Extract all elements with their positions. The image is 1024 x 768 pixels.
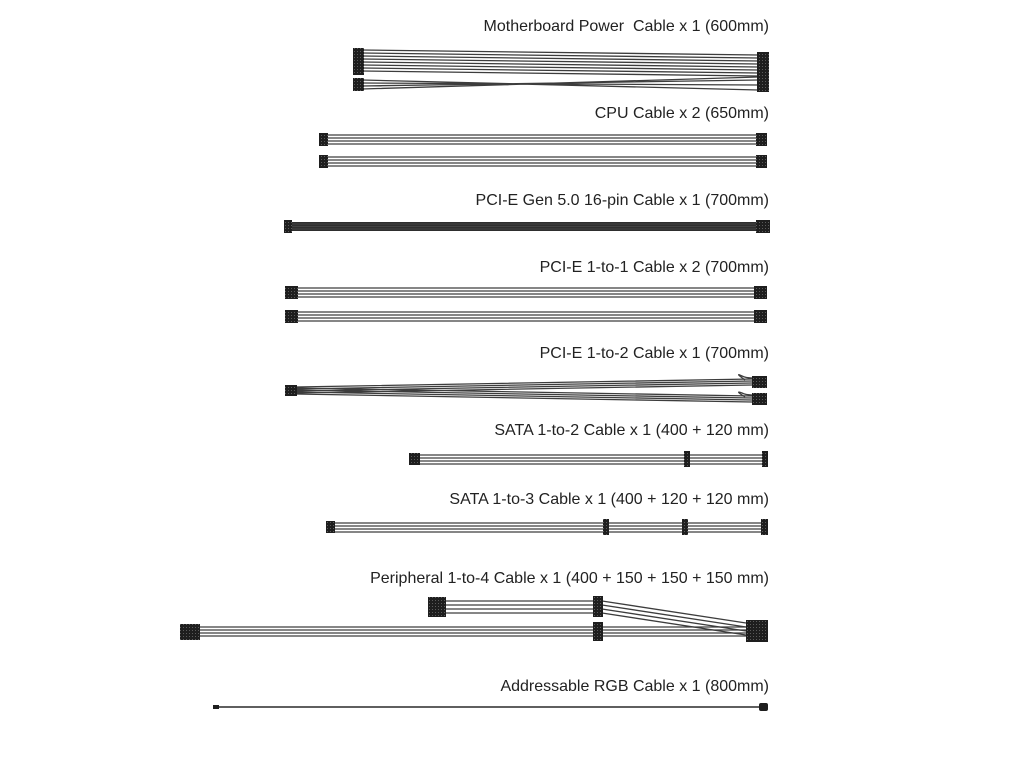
cpu-plug-right <box>756 133 767 146</box>
pcie-1to2-plug-left <box>285 385 297 396</box>
sata-1to3-connector-1 <box>603 519 609 535</box>
motherboard-cable <box>362 50 758 90</box>
pcie-1to2-plug-top <box>752 376 767 388</box>
pcie-plug-right <box>754 310 767 323</box>
peripheral-plug-left <box>180 624 200 640</box>
pcie-1to2-cable <box>285 375 767 405</box>
argb-cable-label: Addressable RGB Cable x 1 (800mm) <box>500 678 769 695</box>
peripheral-molex-top <box>428 597 446 617</box>
cpu-plug-right <box>756 155 767 168</box>
sata-1to3-connector-3 <box>761 519 768 535</box>
pcie-gen5-plug-right <box>756 220 770 233</box>
pcie-1to2-plug-bottom <box>752 393 767 405</box>
sata-1to3-connector-2 <box>682 519 688 535</box>
cpu-cable-label: CPU Cable x 2 (650mm) <box>594 105 769 122</box>
peripheral-connector-top-mid <box>593 596 603 617</box>
cpu-plug-left <box>319 155 328 168</box>
argb-plug-right <box>759 703 768 711</box>
pcie-plug-left <box>285 286 298 299</box>
sata-1to2-plug-left <box>409 453 420 465</box>
sata-1to2-cable <box>409 451 768 467</box>
peripheral-1to4-cable <box>180 596 768 642</box>
cpu-cable-1 <box>319 133 767 146</box>
cpu-cable-2 <box>319 155 767 168</box>
sata-1to3-cable-label: SATA 1-to-3 Cable x 1 (400 + 120 + 120 mm) <box>449 491 769 508</box>
pcie-1to1-cable-1 <box>285 286 767 299</box>
pcie-1to1-cable-2 <box>285 310 767 323</box>
peripheral-connector-bottom-mid <box>593 622 603 641</box>
pcie-plug-right <box>754 286 767 299</box>
pcie-gen5-cable-label: PCI-E Gen 5.0 16-pin Cable x 1 (700mm) <box>475 192 769 209</box>
pcie-gen5-plug-left <box>284 220 292 233</box>
sata-1to3-cable <box>326 519 768 535</box>
sata-1to2-cable-label: SATA 1-to-2 Cable x 1 (400 + 120 mm) <box>494 422 769 439</box>
peripheral-molex-end <box>746 620 768 642</box>
pcie-1to2-cable-label: PCI-E 1-to-2 Cable x 1 (700mm) <box>539 345 769 362</box>
cpu-plug-left <box>319 133 328 146</box>
motherboard-psu-plug <box>757 52 769 92</box>
peripheral-1to4-cable-label: Peripheral 1-to-4 Cable x 1 (400 + 150 + 150 + 150 mm) <box>370 570 769 587</box>
argb-plug-left <box>213 705 219 709</box>
motherboard-aux-plug <box>353 78 364 91</box>
sata-1to3-plug-left <box>326 521 335 533</box>
pcie-plug-left <box>285 310 298 323</box>
motherboard-cable-label: Motherboard Power Cable x 1 (600mm) <box>483 18 769 35</box>
argb-cable <box>213 703 768 711</box>
pcie-1to1-cable-label: PCI-E 1-to-1 Cable x 2 (700mm) <box>539 259 769 276</box>
pcie-gen5-cable <box>284 220 770 233</box>
motherboard-main-plug <box>353 48 364 75</box>
sata-1to2-connector-mid <box>684 451 690 467</box>
sata-1to2-connector-end <box>762 451 768 467</box>
